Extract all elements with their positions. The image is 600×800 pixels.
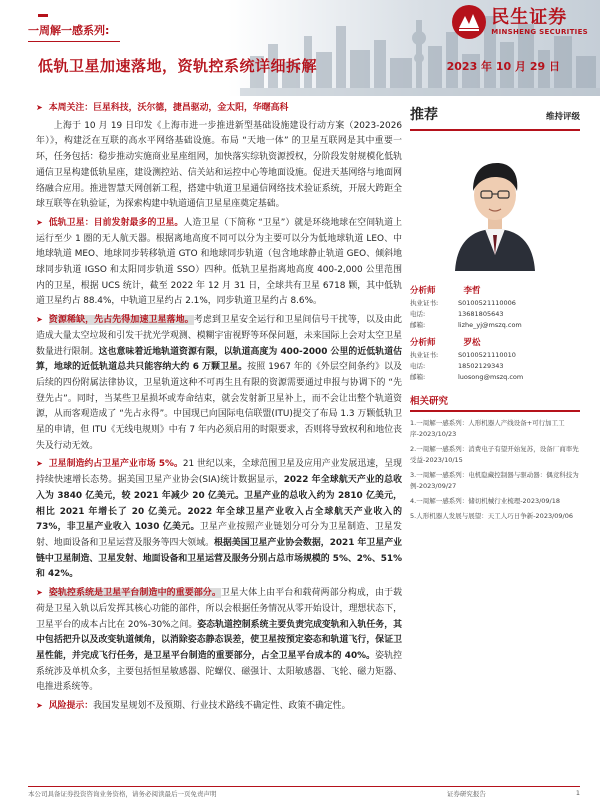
license-key: 执业证书: <box>410 299 439 307</box>
email-link[interactable]: luosong@mszq.com <box>458 373 524 381</box>
risk-paragraph <box>36 698 402 715</box>
related-research-link[interactable]: 5.人形机器人发展与展望：天工人巧日争新-2023/09/06 <box>410 512 574 520</box>
leo-heading: 低轨卫星：目前发射最多的卫星。 <box>48 217 184 228</box>
analyst-photo <box>439 143 551 271</box>
series-label-block <box>28 14 120 42</box>
related-research-divider <box>410 410 580 412</box>
report-header <box>0 0 600 96</box>
email-key: 邮箱: <box>410 373 426 381</box>
attitude-text-1: 卫星大体上由平台和载荷两部分构成，由于载荷是卫星入轨以后发挥其核心功能的部件，所以会根据任务情况从零开始设计，理想状态下，卫星平台的成本占比在 20%-30%之间。 <box>36 588 402 630</box>
analyst-header <box>410 285 580 298</box>
manufacturing-paragraph <box>36 456 402 583</box>
manufacturing-heading: 卫星制造约占卫星产业市场 5%。 <box>48 459 183 470</box>
attitude-bold-text: 姿态轨道控制系统主要负责完成变轨和入轨任务，其中包括把升以及改变轨道倾角，以消除姿态静态误差，使卫星按预定姿态和轨道飞行，保证卫星性能，并完成飞行任务，是卫星平台制造的重要部分，占全卫星平台成本的 40%。 <box>36 619 402 661</box>
logo-chinese-name: 民生证券 <box>491 7 568 28</box>
resource-text-2: 按照 1967 年的《外层空间条约》以及后续的四份附属法律协议，卫星轨道这种不可再生且有限的资源需要通过申报与协调下的 “先登先占”。同时，当某些卫星损坏或寿命结束，就会发射新卫星补上，而不会让出整个轨道资源，从而客观造成了 “先占永得”。中国现已向国际电信联盟(ITU)提交了布局 1.3 万颗低轨卫星的申请，但 ITU《无线电规则》中有 7 年内必须启用的时限要求，否则将导致权利和地位丧失及行动无效。 <box>36 362 402 451</box>
manufacturing-text-1: 21 世纪以来，全球范围卫星及应用产业发展迅速，呈现持续快速增长态势。据美国卫星产业协会(SIA)统计数据显示， <box>36 459 402 486</box>
attitude-control-paragraph <box>36 585 402 696</box>
phone-key: 电话: <box>410 310 426 318</box>
license-value: S0100521110010 <box>458 351 516 359</box>
logo-english-name: MINSHENG SECURITIES <box>491 28 588 36</box>
analyst-email-row <box>410 372 580 383</box>
resource-bold-text: 这也意味着近地轨道资源有限，以轨道高度为 400-2000 公里的近低轨道估算，地球的近低轨道总共只能容纳大约 6 万颗卫星。 <box>36 346 402 373</box>
analyst-header <box>410 337 580 350</box>
rating-label: 维持评级 <box>545 112 580 122</box>
analyst-name: 罗松 <box>463 338 481 348</box>
arrow-bullet-icon: ➤ <box>36 315 43 325</box>
related-research-link[interactable]: 3.一周解一感系列：电机隐藏控制器与驱动器：偶竞科技为例-2023/09/27 <box>410 471 579 490</box>
manufacturing-bold-1: 2022 年全球航天产业的总收入为 3840 亿美元，较 2021 年减少 20 亿美元。卫星产业的总收入约为 2810 亿美元，相比 2021 年增长了 20 亿美元。2022 年全球卫星产业收入占全球航天产业收入的 73%，非卫星产业收入 1030 亿美元。 <box>36 475 402 533</box>
series-accent-bar <box>38 14 48 17</box>
related-research-link[interactable]: 4.一周解一感系列：储切机械行业梳理-2023/09/18 <box>410 497 561 505</box>
arrow-bullet-icon: ➤ <box>36 217 43 227</box>
analyst-phone-row <box>410 361 580 372</box>
analyst-list <box>410 285 580 383</box>
disclaimer-note: 本公司具备证券投资咨询业务资格，请务必阅读最后一页免责声明 <box>28 790 217 798</box>
resource-paragraph <box>36 312 402 454</box>
license-key: 执业证书: <box>410 351 439 359</box>
arrow-bullet-icon: ➤ <box>36 459 43 469</box>
policy-paragraph: 上海于 10 月 19 日印发《上海市进一步推进新型基础设施建设行动方案（2023-2026 年）》，构建泛在互联的高水平网络基础设施。布局 “天地一体” 的卫星互联网是其中重要一环，任务包括：稳步推动实施商业星座组网，加快落实综轨资源授权，分阶段发射规模化低轨通信卫星构建低轨星座，建设测控站、信关站和运控中心等地面设施。促进天基网络与地面网络融合应用。推进智慧天网创新工程，搭建中轨道卫星通信网络技术验证系统，开展大跨距全球互联等在轨验证，为探索构建中轨道通信卫星星座奠定基础。 <box>36 120 402 210</box>
phone-key: 电话: <box>410 362 426 370</box>
report-body <box>36 100 402 782</box>
footer-right-group <box>447 789 580 798</box>
leo-text: 人造卫星（下简称 “卫星”）就是环绕地球在空间轨道上运行至少 1 圈的无人航天器。根据离地高度不同可以分为主要可以分为低地球轨道 LEO、中地球轨道 MEO、地球同步转移轨道 GTO 和地球同步轨道（包含地球静止轨道 GEO、倾斜地球同步轨道 IGSO 和太阳同步轨道 SSO）四种。低轨卫星指离地高度 400-2,000 公里范围内的卫星，根据 UCS 统计，截至 2022 年 12 月 31 日，全球共有卫星 6718 颗，其中低轨道卫星约占 88.4%，中轨道卫星约占 2.1%，同步轨道卫星约占 8.6%。 <box>36 217 402 307</box>
related-research-title: 相关研究 <box>410 396 449 407</box>
analyst-card <box>410 285 580 331</box>
series-label: 一周解一感系列: <box>28 24 110 37</box>
report-type-label: 证券研究报告 <box>446 790 486 798</box>
related-research-link[interactable]: 1.一周解一感系列：人形机器人产线设备+可行加工工序-2023/10/23 <box>410 419 565 438</box>
email-link[interactable]: lizhe_yj@mszq.com <box>458 321 522 329</box>
attitude-heading: 姿轨控系统是卫星平台制造中的重要部分。 <box>48 588 222 599</box>
series-underline <box>28 41 120 42</box>
leo-paragraph <box>36 215 402 310</box>
resource-heading: 资源稀缺，先占先得加速卫星落地。 <box>48 315 194 326</box>
minsheng-emblem-icon <box>451 4 487 40</box>
related-research <box>410 393 580 522</box>
page-number: 1 <box>575 789 580 797</box>
risk-text: 我国发星规划不及预期、行业技术路线不确定性、政策不确定性。 <box>93 701 351 712</box>
page-footer <box>28 786 580 800</box>
manufacturing-text-2: 卫星产业按照产业链划分可分为卫星制造、卫星发射、地面设备和卫星运营及服务等四大领域。 <box>36 522 402 548</box>
focus-label: 本周关注： <box>48 103 94 113</box>
related-research-link[interactable]: 2.一周解一感系列：消费电子有望开始复苏，设备厂商率先受益-2023/10/15 <box>410 445 579 464</box>
analyst-name: 李哲 <box>463 286 481 296</box>
recommendation-row <box>410 100 580 124</box>
analyst-role: 分析师 <box>410 286 436 296</box>
focus-companies: 巨星科技，沃尔德，捷昌驱动，金太阳，华曙高科 <box>93 103 289 113</box>
resource-text-1: 考虑到卫星安全运行和卫星间信号干扰等，以及由此造成大量太空垃圾和引发干扰光学观测、模糊宇宙视野等环保问题，未来国际上会对太空卫星数量进行限制。 <box>36 315 402 357</box>
attitude-text-2: 姿轨控系统涉及单机众多，主要包括恒星敏感器、陀螺仪、磁强计、太阳敏感器、飞轮、磁力矩器、电推进系统等。 <box>36 650 402 693</box>
phone-value: 18502129343 <box>458 362 504 370</box>
recommendation-divider <box>410 129 580 131</box>
report-title: 低轨卫星加速落地，资轨控系统详细拆解 <box>38 57 318 75</box>
email-key: 邮箱: <box>410 321 426 329</box>
risk-heading: 风险提示： <box>48 701 94 712</box>
license-value: S0100521110006 <box>458 299 516 307</box>
sidebar <box>410 100 580 782</box>
arrow-bullet-icon: ➤ <box>36 588 43 598</box>
analyst-role: 分析师 <box>410 338 436 348</box>
analyst-card <box>410 337 580 383</box>
analyst-license-row <box>410 298 580 309</box>
focus-paragraph <box>36 100 402 117</box>
analyst-email-row <box>410 320 580 331</box>
company-logo <box>451 4 588 40</box>
arrow-bullet-icon: ➤ <box>36 103 43 112</box>
analyst-license-row <box>410 350 580 361</box>
analyst-phone-row <box>410 309 580 320</box>
arrow-bullet-icon: ➤ <box>36 701 43 711</box>
manufacturing-bold-2: 根据美国卫星产业协会数据，2021 年卫星产业链中卫星制造、卫星发射、地面设备和卫星运营及服务分别占总市场规模的 5%、2%、51%和 42%。 <box>36 537 402 580</box>
phone-value: 13681805643 <box>458 310 504 318</box>
report-date: 2023 年 10 月 29 日 <box>446 60 560 73</box>
recommendation-label: 推荐 <box>410 107 438 123</box>
